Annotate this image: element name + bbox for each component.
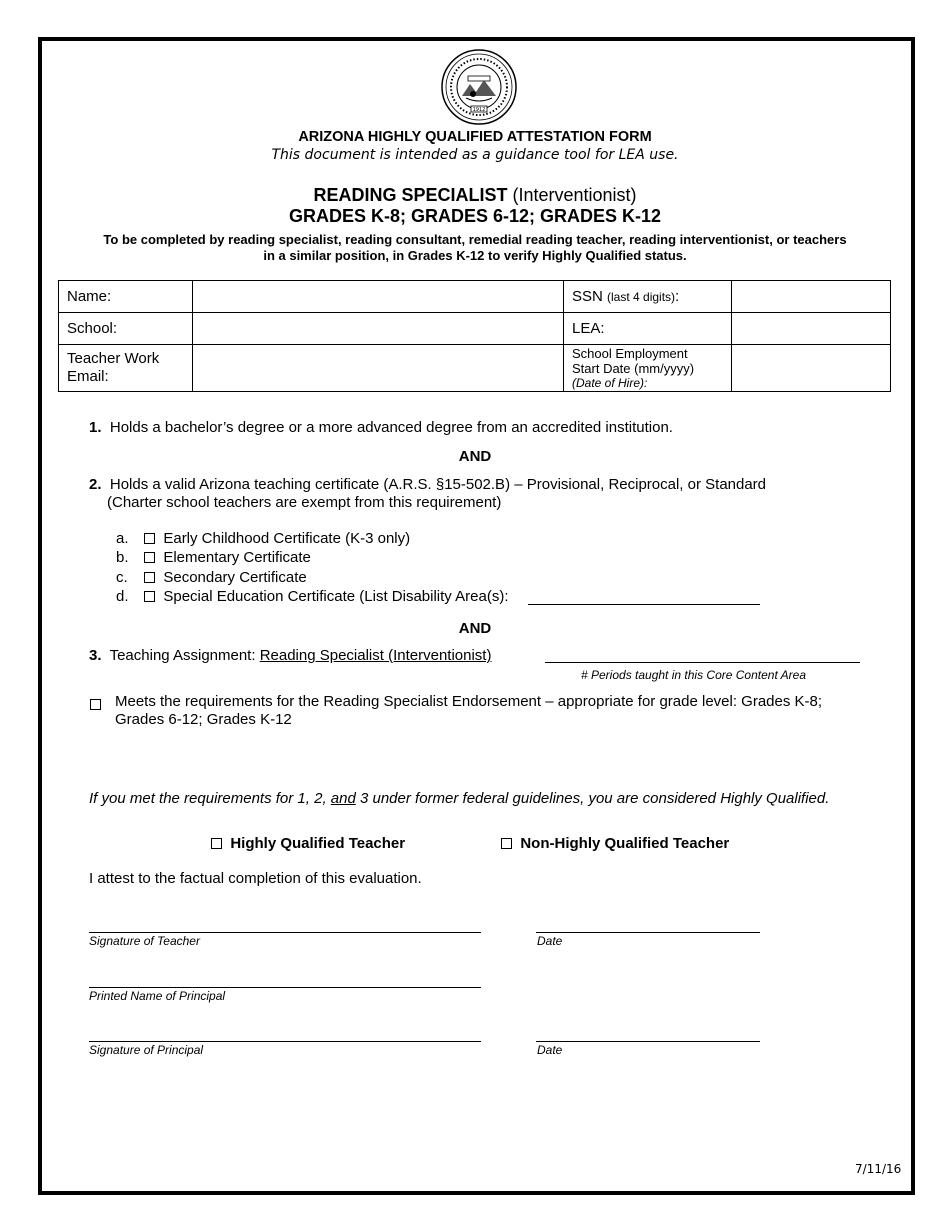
periods-caption: # Periods taught in this Core Content Area: [581, 668, 807, 682]
teaching-assignment: Reading Specialist (Interventionist): [259, 647, 492, 664]
cert-label: Special Education Certificate (List Disability Area(s):: [163, 588, 509, 605]
lea-label: LEA:: [564, 313, 732, 345]
checkbox-highly-qualified[interactable]: [211, 838, 222, 849]
nhq-label: Non-Highly Qualified Teacher: [520, 835, 730, 852]
cert-option: [116, 530, 410, 547]
nhq-option: [501, 835, 729, 852]
email-field[interactable]: [193, 345, 564, 392]
requirement-2-number: 2.: [89, 476, 102, 493]
cert-option: [116, 569, 307, 586]
cert-label: Elementary Certificate: [163, 549, 311, 566]
grades-title: GRADES K-8; GRADES 6-12; GRADES K-12: [288, 206, 662, 226]
endorsement-line1: Meets the requirements for the Reading Specialist Endorsement – appropriate for grade level: Grades K-8;: [115, 693, 823, 710]
principal-signature-caption: Signature of Principal: [89, 1043, 204, 1057]
statement-part2: 3 under former federal guidelines, you are considered Highly Qualified.: [355, 790, 830, 807]
endorsement-line2: Grades 6-12; Grades K-12: [115, 711, 292, 728]
ssn-label-colon: :: [675, 288, 680, 305]
cert-letter: b.: [116, 549, 129, 566]
state-seal-icon: [440, 48, 518, 126]
principal-date-field[interactable]: [536, 1041, 760, 1042]
principal-date-caption: Date: [537, 1043, 563, 1057]
requirement-1: [89, 419, 673, 437]
statement-and: and: [330, 790, 356, 807]
specialist-title-bold: READING SPECIALIST: [313, 185, 508, 205]
school-field[interactable]: [193, 313, 564, 345]
specialist-title: [0, 185, 950, 206]
qualification-statement: [89, 790, 829, 808]
requirement-2-line1: Holds a valid Arizona teaching certificate (A.R.S. §15-502.B) – Provisional, Reciprocal, or Standard: [109, 476, 767, 493]
hq-label: Highly Qualified Teacher: [230, 835, 406, 852]
start-date-label-line2: Start Date (mm/yyyy): [572, 360, 695, 376]
revision-date: 7/11/16: [855, 1162, 902, 1176]
start-date-field[interactable]: [732, 345, 891, 392]
and-separator-1: AND: [458, 448, 492, 465]
cert-option: [116, 549, 311, 566]
checkbox-special-education[interactable]: [144, 591, 155, 602]
ssn-label-note: (last 4 digits): [607, 290, 676, 304]
checkbox-endorsement[interactable]: [90, 699, 101, 710]
form-title: ARIZONA HIGHLY QUALIFIED ATTESTATION FORM: [298, 129, 652, 145]
principal-name-field[interactable]: [89, 987, 481, 988]
disability-area-field[interactable]: [528, 604, 760, 605]
start-date-label-line3: (Date of Hire):: [572, 375, 648, 390]
svg-text:1912: 1912: [472, 107, 486, 113]
checkbox-secondary[interactable]: [144, 572, 155, 583]
cert-letter: d.: [116, 588, 129, 605]
cert-label: Secondary Certificate: [163, 569, 307, 586]
school-label: School:: [59, 313, 193, 345]
start-date-label: [564, 345, 732, 392]
cert-option: [116, 588, 508, 605]
requirement-3-prefix: Teaching Assignment:: [109, 647, 260, 664]
ssn-field[interactable]: [732, 281, 891, 313]
statement-part1: If you met the requirements for 1, 2,: [89, 790, 331, 807]
principal-name-caption: Printed Name of Principal: [89, 989, 226, 1003]
teacher-signature-caption: Signature of Teacher: [89, 934, 200, 948]
requirement-3-number: 3.: [89, 647, 102, 664]
checkbox-early-childhood[interactable]: [144, 533, 155, 544]
periods-field[interactable]: [545, 662, 860, 663]
teacher-date-caption: Date: [537, 934, 563, 948]
teacher-date-field[interactable]: [536, 932, 760, 933]
email-label-line2: Email:: [67, 368, 109, 385]
teacher-signature-field[interactable]: [89, 932, 481, 933]
requirement-1-text: Holds a bachelor’s degree or a more advanced degree from an accredited institution.: [109, 419, 673, 436]
principal-signature-field[interactable]: [89, 1041, 481, 1042]
requirement-3: [89, 647, 491, 665]
checkbox-elementary[interactable]: [144, 552, 155, 563]
cert-letter: a.: [116, 530, 129, 547]
checkbox-non-highly-qualified[interactable]: [501, 838, 512, 849]
attestation-text: I attest to the factual completion of this evaluation.: [89, 870, 422, 887]
name-field[interactable]: [193, 281, 564, 313]
specialist-title-rest: (Interventionist): [507, 185, 637, 205]
ssn-label: [564, 281, 732, 313]
email-label: [59, 345, 193, 392]
hq-option: [211, 835, 405, 852]
teacher-info-table: [58, 280, 891, 392]
requirement-2: [89, 476, 766, 494]
ssn-label-text: SSN: [572, 288, 603, 305]
lea-field[interactable]: [732, 313, 891, 345]
cert-letter: c.: [116, 569, 128, 586]
requirement-1-number: 1.: [89, 419, 102, 436]
endorsement-checkbox-wrapper: [90, 696, 101, 714]
start-date-label-line1: School Employment: [572, 345, 688, 361]
name-label: Name:: [59, 281, 193, 313]
cert-label: Early Childhood Certificate (K-3 only): [163, 530, 411, 547]
and-separator-2: AND: [458, 620, 492, 637]
form-subtitle: This document is intended as a guidance tool for LEA use.: [271, 147, 679, 163]
instructions: To be completed by reading specialist, reading consultant, remedial reading teacher, reading interventionist, or teachers in a similar position, in Grades K-12 to verify Highly Qualified status.: [103, 232, 847, 263]
requirement-2-line2: (Charter school teachers are exempt from this requirement): [107, 494, 502, 511]
email-label-line1: Teacher Work: [67, 350, 160, 367]
